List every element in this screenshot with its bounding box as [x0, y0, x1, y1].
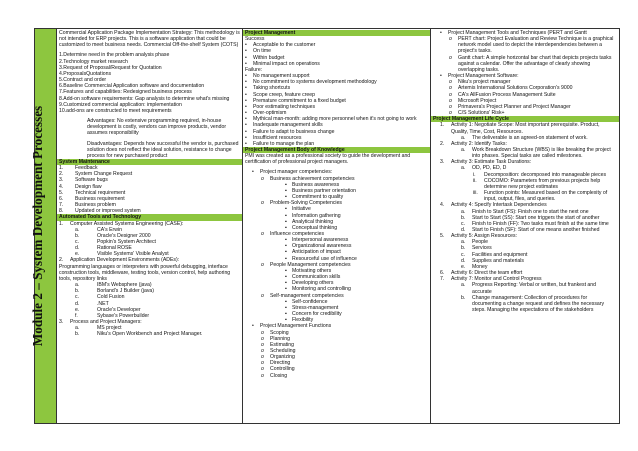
column-1 — [57, 29, 243, 423]
cots-steps — [59, 52, 240, 114]
failure-item: • Poor estimating techniques — [245, 103, 316, 110]
failure-item: • No commitment to systems development methodology — [245, 79, 377, 86]
pm-header: Project Management — [243, 30, 430, 36]
cots-step: 5.Contract and order — [59, 77, 107, 84]
competency-item: ▪ Conceptual thinking — [285, 224, 338, 231]
activity-4: 4. Activity 4: Specify Intertask Dependencies — [440, 202, 547, 209]
cots-step: 2.Technology market research — [59, 58, 128, 65]
competency-item: ▪ Business awareness — [285, 181, 340, 188]
maintenance-item: 2. System Change Request — [59, 171, 133, 178]
tools-header: Automated Tools and Technology — [57, 214, 242, 220]
activity-3-ii: ii. COCOMO: Parameters from previous projects help determine new project estimates — [473, 177, 601, 190]
success-list — [245, 42, 428, 67]
column-2 — [243, 29, 431, 423]
competency-item: ▪ Organizational awareness — [285, 243, 352, 250]
success-label: Success — [245, 36, 265, 43]
competency-item: ▪ Monitoring and controlling — [285, 286, 351, 293]
cots-step: 1.Determine need in the problem analysis phase — [59, 52, 170, 59]
competency-item: ▪ Information gathering — [285, 212, 341, 219]
software-item: o C/S Solutions' Risk+ — [449, 110, 505, 117]
activity-3-i: i. Decomposition: decomposed into manageable pieces — [473, 171, 607, 178]
pm-tools-list — [59, 325, 240, 337]
failure-item: • Failure to manage the plan — [245, 140, 315, 147]
maintenance-list — [59, 165, 240, 214]
failure-list — [245, 73, 428, 147]
function-item: o Planning — [261, 335, 291, 342]
pert-chart-note: o PERT chart: Project Evaluation and Review Technique is a graphical network model used to depict the interdependencies between a project's tasks. — [449, 36, 614, 55]
notes-table — [56, 28, 620, 424]
ade-tool-item: b. Borland's J Builder (java) — [75, 288, 154, 295]
dependency-item: a. Finish to Start (FS): Finish one to start the next one — [461, 208, 589, 215]
failure-item: • Insufficient resources — [245, 134, 302, 141]
resource-item: d. Supplies and materials — [461, 257, 525, 264]
tools-item-2: 2. Application Development Environments (ADEs): — [59, 257, 180, 264]
software-item: o Artemis International Solutions Corporation's 9000 — [449, 85, 573, 92]
competency-groups — [245, 176, 428, 324]
cots-advantages: Advantages: No extensive programming required, in-house development is costly, vendors can improve products, vendor assumes responsibility — [87, 118, 227, 137]
cots-step: 8.Add-on software requirements: Gap analysis to determine what's missing — [59, 95, 230, 102]
competency-item: ▪ Initiative — [285, 206, 311, 213]
success-item: • Acceptable to the customer — [245, 42, 316, 49]
function-item: o Organizing — [261, 354, 295, 361]
function-item: o Scoping — [261, 329, 289, 336]
cots-intro: Commercial Application Package Implementation Strategy: This methodology is not intended for ERP projects. This is a software application that could be customized to meet business needs. Commercial Off-the-shelf System (COTS) — [59, 30, 240, 49]
maintenance-item: 7. Business problem — [59, 202, 116, 209]
activity-7: 7. Activity 7: Monitor and Control Progress — [440, 276, 542, 283]
ade-tool-item: e. Oracle's Developer — [75, 306, 141, 313]
function-item: o Scheduling — [261, 347, 296, 354]
activity-5: 5. Activity 5: Assign Resources: — [440, 233, 517, 240]
progress-item: b. Change management: Collection of procedures for documenting a change request and defines the necessary steps. Managing the expectations of the stakeholders — [461, 294, 605, 314]
ade-tool-item: a. IBM's Websphere (java) — [75, 282, 152, 289]
competency-item: ▪ Concern for credibility — [285, 311, 342, 318]
competency-item: ▪ Developing others — [285, 280, 334, 287]
column-3 — [431, 29, 619, 423]
resource-item: e. Money — [461, 263, 488, 270]
function-item: o Controlling — [261, 366, 295, 373]
failure-item: • Scope creep, feature creep — [245, 91, 316, 98]
competency-item: ▪ Business partner orientation — [285, 187, 357, 194]
function-item: o Closing — [261, 372, 288, 379]
failure-item: • Mythical man-month: adding more personnel when it's not going to work — [245, 116, 417, 123]
ade-tool-item: c. Cold Fusion — [75, 294, 125, 301]
pm-software-list — [433, 79, 617, 116]
activity-7-list — [433, 282, 617, 313]
module-title: Module 2 – System Development Processes — [30, 105, 45, 347]
case-tool-item: a. CA's Erwin — [75, 226, 122, 233]
software-item: o Primavera's Project Planner and Project Manager — [449, 103, 571, 110]
activity-3: 3. Activity 3: Estimate Task Durations: — [440, 159, 532, 166]
failure-item: • Premature commitment to a fixed budget — [245, 97, 346, 104]
dependency-item: c. Finish to Finish (FF): Two tasks must finish at the same time — [461, 220, 609, 227]
maintenance-item: 3. Software bugs — [59, 177, 108, 184]
competency-group: o Self-management competencies — [261, 292, 344, 299]
dependency-item: d. Start to Finish (SF): Start of one means another finished — [461, 227, 600, 233]
function-item: o Estimating — [261, 341, 294, 348]
cots-step: 6.Baseline Commercial Application software and documentation — [59, 83, 205, 90]
maintenance-item: 1. Feedback — [59, 165, 98, 172]
competency-item: ▪ Stress-management — [285, 304, 339, 311]
cots-step: 10.add-ons are constructed to meet requirements — [59, 107, 172, 114]
ade-tool-item: d. .NET — [75, 300, 109, 307]
failure-item: • Failure to adapt to business change — [245, 128, 335, 135]
failure-item: • Inadequate management skills — [245, 122, 323, 129]
resource-item: b. Services — [461, 245, 492, 252]
software-item: o CA's AllFusion Process Management Suite — [449, 91, 556, 98]
software-item: o Niku's project manager — [449, 79, 511, 86]
failure-item: • No management support — [245, 73, 310, 80]
activity-2: 2. Activity 2: Identify Tasks: — [440, 140, 507, 147]
competencies-label: • Project manager competencies: — [252, 169, 333, 176]
failure-label: Failure: — [245, 66, 263, 73]
case-tools-list — [59, 227, 240, 258]
progress-item: a. Progress Reporting: Verbal or written, but frankest and accurate — [461, 282, 597, 295]
activity-6: 6. Activity 6: Direct the team effort — [440, 270, 523, 277]
case-tool-item: d. Rational ROSE — [75, 245, 132, 252]
activity-1-a: a. The deliverable is an agreed-on statement of work. — [461, 134, 588, 141]
maintenance-item: 8. Updated or improved system — [59, 208, 141, 215]
resource-item: c. Facilities and equipment — [461, 251, 528, 258]
pmbok-header: Project Management Body of Knowledge — [243, 147, 430, 153]
activity-4-list — [433, 209, 617, 234]
competency-group: o People Management competencies — [261, 261, 351, 268]
success-item: • On time — [245, 48, 271, 55]
gantt-chart-note: o Gantt chart: A simple horizontal bar chart that depicts projects tasks against a calendar. Offer the advantage of clearly showing overlapping tasks. — [449, 54, 612, 73]
competency-item: ▪ Motivating others — [285, 267, 332, 274]
lifecycle-header: Project Management Life Cycle — [431, 116, 619, 122]
cots-disadvantages: Disadvantages: Depends how successful the vendor is, purchased solution does not reflect the ideal solution, resistance to change process for new purchased product — [87, 140, 239, 159]
cots-step: 4.ProposalsQuotations — [59, 70, 112, 77]
success-item: • Within budget — [245, 54, 285, 61]
function-item: o Directing — [261, 360, 291, 367]
activity-5-list — [433, 239, 617, 270]
ade-tools-list — [59, 282, 240, 319]
ade-description: Programming languages or interpreters with powerful debugging, interface construction tools, middleware, testing tools, version control, help authoring tools, repository links — [59, 263, 231, 282]
success-item: • Minimal impact on operations — [245, 60, 320, 67]
failure-item: • Taking shortcuts — [245, 85, 291, 92]
activity-1: 1. Activity 1: Negotiate Scope: Most important prerequisite. Product, Quality, Time, Cost, Resources. — [440, 122, 600, 135]
pmbok-description: PMI was created as a professional society to guide the development and certification of professional project managers. — [245, 153, 411, 166]
module-title-bar — [0, 0, 56, 451]
competency-item: ▪ Resourceful use of influence — [285, 255, 357, 262]
pm-tool-item: b. Niku's Open Workbench and Project Manager. — [75, 331, 203, 338]
case-tool-item: e. Visible Systems' Visible Analyst — [75, 251, 169, 258]
competency-group: o Problem-Solving Competencies — [261, 200, 343, 207]
pm-software-label: • Project Management Software: — [440, 73, 519, 80]
cots-step: 9.Customized commercial application: implementation — [59, 101, 182, 108]
maintenance-header: System Maintenance — [57, 159, 242, 165]
tools-item-1: 1. Computer Assisted Systems Engineering (CASE): — [59, 220, 184, 227]
cots-step: 7.Features and capabilities: Redesigned business process — [59, 89, 192, 96]
dependency-item: b. Start to Start (SS): Start one triggers the start of another — [461, 214, 600, 221]
competency-group: o Influence competencies — [261, 231, 325, 237]
activity-3-iii: iii. Function points: Measured based on the complexity of input, output, files, and queries. — [473, 190, 608, 203]
resource-item: a. People — [461, 239, 489, 246]
ade-tool-item: f. Sybase's Powerbuilder — [75, 312, 150, 319]
competency-group: o Business achievement competencies — [261, 175, 355, 182]
competency-item: ▪ Flexibility — [285, 317, 314, 324]
competency-item: ▪ Commitment to quality — [285, 194, 344, 201]
failure-item: • Over-optimism — [245, 110, 287, 117]
cots-step: 3.Request of Proposal/Request for Quotation — [59, 64, 162, 71]
software-item: o Microsoft Project — [449, 97, 497, 104]
case-tool-item: b. Oracle's Designer 2000 — [75, 232, 151, 239]
activity-3-a: a. OD, PD, ED, D — [461, 165, 507, 172]
tools-item-3: 3. Process and Project Managers: — [59, 319, 142, 326]
maintenance-item: 4. Design flaw — [59, 183, 102, 190]
functions-list — [245, 330, 428, 379]
competency-item: ▪ Anticipation of impact — [285, 249, 341, 256]
maintenance-item: 5. Technical requirement — [59, 189, 126, 196]
activity-2-a: a. Work Breakdown Structure (WBS) is like breaking the project into phases. Special tasks are called milestones. — [461, 146, 611, 160]
competency-item: ▪ Self-confidence — [285, 298, 328, 305]
case-tool-item: c. Popkin's System Architect — [75, 239, 156, 245]
competency-item: ▪ Analytical thinking — [285, 218, 334, 225]
competency-item: ▪ Communication skills — [285, 274, 341, 281]
functions-label: • Project Management Functions — [252, 323, 332, 330]
competency-item: ▪ Interpersonal awareness — [285, 237, 349, 244]
pm-tools-label: • Project Management Tools and Techniques (PERT and Gantt — [440, 30, 587, 36]
pm-tool-item: a. MS project — [75, 325, 122, 332]
maintenance-item: 6. Business requirement — [59, 195, 125, 202]
